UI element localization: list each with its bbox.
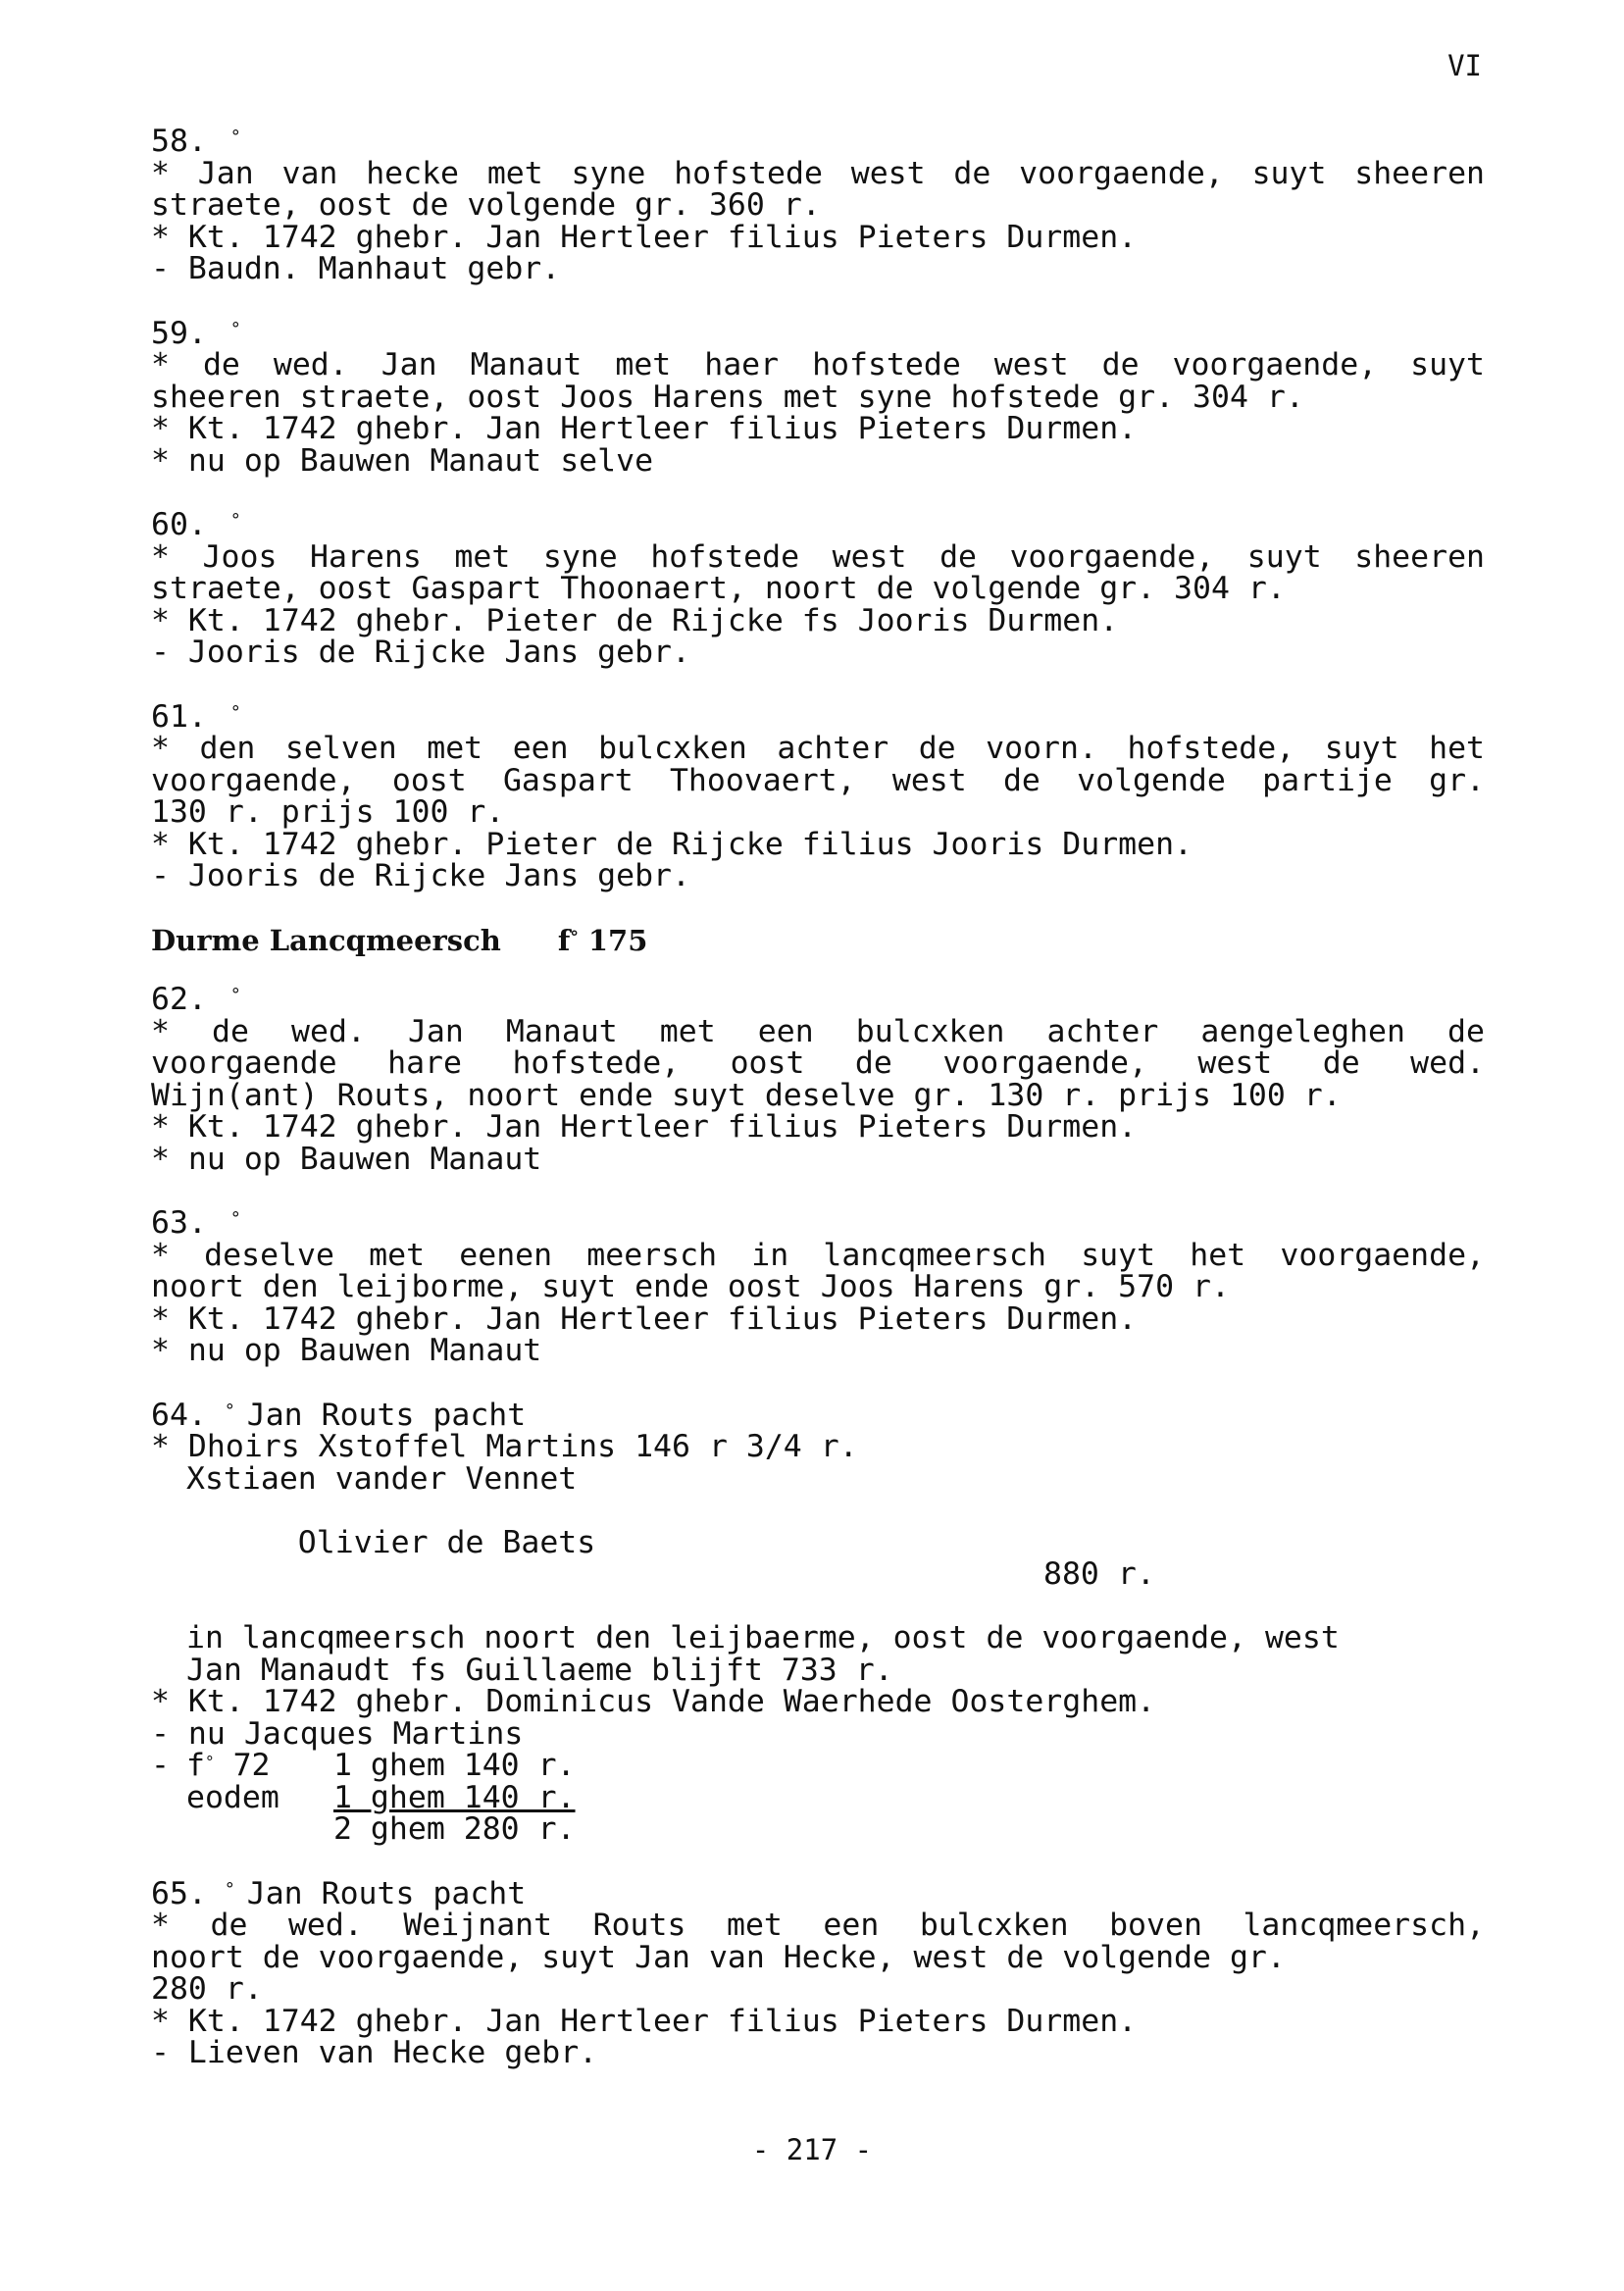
entry-line: straete, oost Gaspart Thoonaert, noort de volgende gr. 304 r. <box>151 571 1286 606</box>
degree-mark: ° <box>229 701 241 723</box>
page-footer-number: - 217 - <box>751 2133 873 2166</box>
entry-64 <box>151 1397 1485 1847</box>
degree-mark: ° <box>229 1208 241 1229</box>
dash-mark: - <box>151 1748 170 1783</box>
entry-line: in lancqmeersch noort den leijbaerme, oost de voorgaende, west <box>186 1620 1340 1655</box>
entry-line: Olivier de Baets <box>297 1524 596 1560</box>
section-title: Durme Lancqmeersch <box>151 923 501 957</box>
entry-line: * de wed. Weijnant Routs met een bulcxken boven lancqmeersch, <box>151 1908 1485 1943</box>
entry-number: 60. <box>151 507 207 542</box>
entry-line: - Baudn. Manhaut gebr. <box>151 251 561 286</box>
entry-line: * Kt. 1742 ghebr. Dominicus Vande Waerhede Oosterghem. <box>151 1684 1156 1719</box>
entry-line: - Lieven van Hecke gebr. <box>151 2035 598 2070</box>
entry-line: * Dhoirs Xstoffel Martins 146 r 3/4 r. <box>151 1429 858 1464</box>
entry-line: * Kt. 1742 ghebr. Pieter de Rijcke filius Jooris Durmen. <box>151 826 1193 862</box>
entry-line: * de wed. Jan Manaut met haer hofstede west de voorgaende, suyt <box>151 347 1485 382</box>
entry-line: * nu op Bauwen Manaut <box>151 1141 542 1177</box>
entry-62 <box>151 984 1485 1175</box>
degree-mark: ° <box>204 1753 215 1771</box>
degree-mark: ° <box>229 985 241 1005</box>
entry-63 <box>151 1207 1485 1367</box>
degree-mark: ° <box>224 1878 235 1900</box>
entry-line: * Kt. 1742 ghebr. Jan Hertleer filius Pieters Durmen. <box>151 219 1138 255</box>
entry-number: 63. <box>151 1205 207 1241</box>
entry-number: 65. <box>151 1875 207 1911</box>
entry-line: * deselve met eenen meersch in lancqmeersch suyt het voorgaende, <box>151 1237 1485 1273</box>
entry-line: sheeren straete, oost Joos Harens met syne hofstede gr. 304 r. <box>151 379 1304 415</box>
entry-number: 64. <box>151 1397 207 1433</box>
degree-mark: ° <box>224 1400 235 1421</box>
folio-number: 175 <box>587 923 648 957</box>
entry-61 <box>151 698 1485 893</box>
entry-line: * Kt. 1742 ghebr. Pieter de Rijcke fs Jooris Durmen. <box>151 602 1119 638</box>
entry-line: * nu op Bauwen Manaut selve <box>151 442 654 479</box>
entry-line: straete, oost de volgende gr. 360 r. <box>151 187 821 223</box>
entry-line: 280 r. <box>151 1971 263 2007</box>
folio-label: f <box>557 923 571 957</box>
entry-number: 61. <box>151 698 207 735</box>
folio-tally <box>151 1750 1485 1846</box>
entry-line: noort de voorgaende, suyt Jan van Hecke, west de volgende gr. <box>151 1939 1286 1975</box>
folio-label: f <box>186 1748 205 1783</box>
tally-total: 2 ghem 280 r. <box>333 1811 576 1847</box>
entry-line: * Kt. 1742 ghebr. Jan Hertleer filius Pieters Durmen. <box>151 411 1138 446</box>
entry-line: * Kt. 1742 ghebr. Jan Hertleer filius Pieters Durmen. <box>151 1109 1138 1145</box>
entry-line: * Kt. 1742 ghebr. Jan Hertleer filius Pieters Durmen. <box>151 2003 1138 2039</box>
entry-line: - Jooris de Rijcke Jans gebr. <box>151 635 690 670</box>
pacht-note: Jan Routs pacht <box>246 1875 527 1911</box>
entry-line: - Jooris de Rijcke Jans gebr. <box>151 858 690 893</box>
degree-mark: ° <box>229 510 241 531</box>
degree-mark: ° <box>570 927 579 947</box>
entry-line: noort den leijborme, suyt ende oost Joos Harens gr. 570 r. <box>151 1269 1230 1304</box>
entry-59 <box>151 315 1485 479</box>
folio-number: 72 <box>232 1748 271 1783</box>
entry-60 <box>151 509 1485 669</box>
entry-line: * de wed. Jan Manaut met een bulcxken achter aengeleghen de <box>151 1013 1485 1049</box>
pacht-note: Jan Routs pacht <box>246 1397 527 1433</box>
tally-value: 1 ghem 140 r. <box>333 1779 576 1815</box>
entry-line: * Jan van hecke met syne hofstede west de voorgaende, suyt sheeren <box>151 155 1485 191</box>
entry-line: voorgaende, oost Gaspart Thoovaert, west de volgende partije gr. <box>151 762 1485 798</box>
entry-number: 62. <box>151 982 207 1017</box>
entry-number: 59. <box>151 315 207 351</box>
document-body <box>151 126 1485 2102</box>
entry-number: 58. <box>151 124 207 159</box>
entry-line: * Kt. 1742 ghebr. Jan Hertleer filius Pieters Durmen. <box>151 1300 1138 1337</box>
entry-line: * den selven met een bulcxken achter de voorn. hofstede, suyt het <box>151 731 1485 766</box>
entry-line: voorgaende hare hofstede, oost de voorgaende, west de wed. <box>151 1045 1485 1081</box>
degree-mark: ° <box>229 318 241 339</box>
entry-line: 130 r. prijs 100 r. <box>151 794 505 830</box>
page-roman-number: VI <box>1447 49 1482 82</box>
tally-value: 1 ghem 140 r. <box>333 1748 576 1783</box>
entry-line: Wijn(ant) Routs, noort ende suyt deselve gr. 130 r. prijs 100 r. <box>151 1077 1342 1113</box>
eodem-label: eodem <box>186 1779 279 1815</box>
entry-line: Jan Manaudt fs Guillaeme blijft 733 r. <box>186 1652 893 1688</box>
section-heading <box>151 925 1485 957</box>
entry-line: Xstiaen vander Vennet <box>186 1460 578 1497</box>
degree-mark: ° <box>229 127 241 147</box>
entry-65 <box>151 1875 1485 2070</box>
entry-line: * Joos Harens met syne hofstede west de voorgaende, suyt sheeren <box>151 538 1485 575</box>
entry-line: * nu op Bauwen Manaut <box>151 1333 542 1368</box>
entry-line-with-value <box>151 1495 1485 1622</box>
area-value: 880 r. <box>1043 1556 1155 1592</box>
entry-line: - nu Jacques Martins <box>151 1715 524 1752</box>
entry-58 <box>151 126 1485 285</box>
